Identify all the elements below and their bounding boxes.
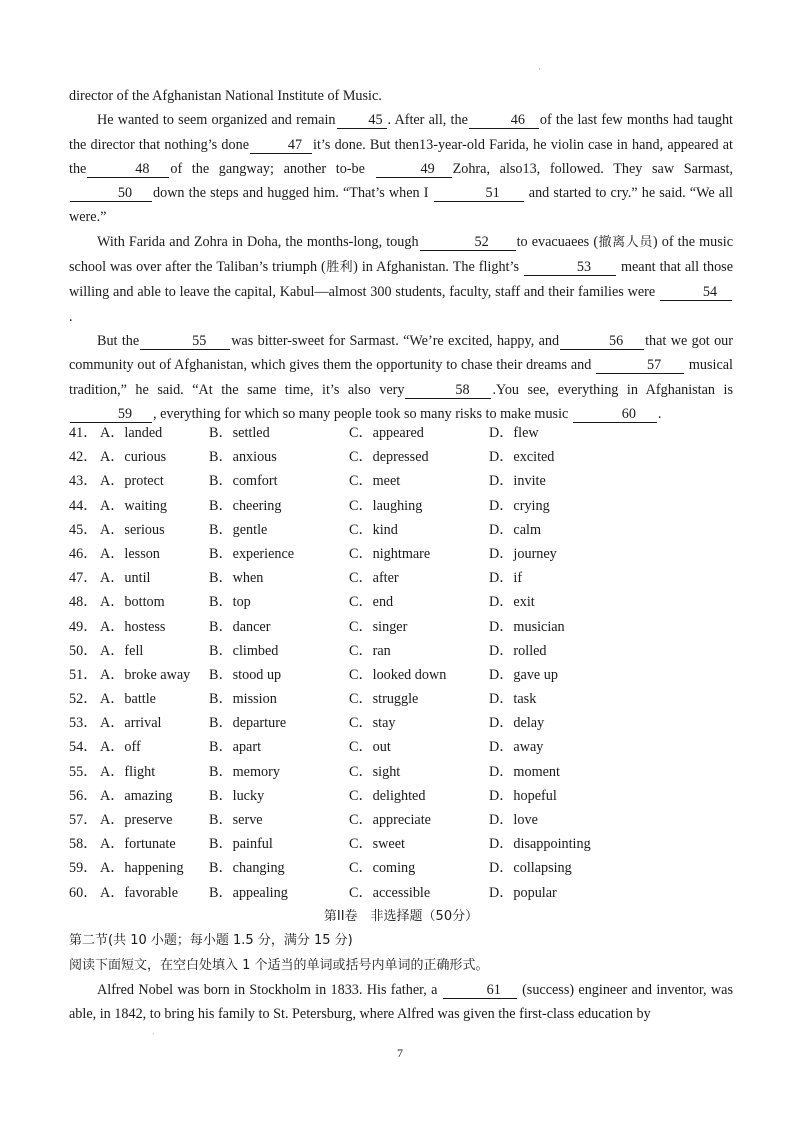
option-row <box>69 687 749 711</box>
blank-52: 52 <box>420 235 516 251</box>
option-row <box>69 881 749 905</box>
option-a: A．serious <box>100 521 165 538</box>
passage-line: director of the Afghanistan National Institute of Music. <box>69 88 382 104</box>
option-a: A．waiting <box>100 497 167 514</box>
question-number: 52． <box>69 691 98 708</box>
option-d: D．crying <box>489 497 550 514</box>
option-d: D．flew <box>489 425 539 441</box>
question-number: 45． <box>69 521 98 538</box>
option-c: C．nightmare <box>349 545 431 562</box>
option-c: C．laughing <box>349 497 423 514</box>
option-b: B．lucky <box>209 787 265 804</box>
grammar-passage: Alfred Nobel was born in Stockholm in 1833. His father, a 61 (success) engineer and inventor, was able, in 1842, to bring his family to St. Petersburg, where Alfred was given the first-class education by <box>69 981 733 1023</box>
option-b: B．apart <box>209 739 262 756</box>
option-row <box>69 735 749 759</box>
option-d: D．gave up <box>489 666 558 683</box>
option-b: B．stood up <box>209 666 282 683</box>
option-a: A．until <box>100 570 151 587</box>
option-d: D．popular <box>489 884 557 901</box>
question-number: 49． <box>69 618 98 635</box>
question-number: 53． <box>69 715 98 732</box>
blank-55: 55 <box>140 334 230 350</box>
option-c: C．singer <box>349 618 408 635</box>
option-b: B．serve <box>209 812 263 828</box>
blank-61: 61 <box>443 983 517 999</box>
section-two <box>69 905 733 1026</box>
option-c: C．delighted <box>349 787 426 804</box>
option-row <box>69 663 749 687</box>
option-row <box>69 615 749 639</box>
question-number: 51． <box>69 666 98 683</box>
option-d: D．collapsing <box>489 860 572 877</box>
option-row <box>69 639 749 663</box>
page-number: 7 <box>397 1046 403 1060</box>
question-number: 48． <box>69 594 98 611</box>
option-row <box>69 421 749 445</box>
option-a: A．broke away <box>100 666 191 683</box>
part-heading: 第II卷 非选择题（50分） <box>323 909 479 924</box>
option-c: C．appreciate <box>349 812 431 828</box>
option-a: A．battle <box>100 691 156 708</box>
answer-options <box>69 421 749 905</box>
option-a: A．happening <box>100 860 184 877</box>
option-a: A．preserve <box>100 812 173 828</box>
question-number: 59． <box>69 860 98 877</box>
option-c: C．appeared <box>349 425 424 441</box>
option-d: D．hopeful <box>489 787 557 804</box>
option-a: A．curious <box>100 449 167 466</box>
option-b: B．comfort <box>209 473 278 490</box>
question-number: 46． <box>69 545 98 562</box>
blank-46: 46 <box>469 113 539 129</box>
option-a: A．flight <box>100 763 156 780</box>
option-row <box>69 784 749 808</box>
option-a: A．arrival <box>100 715 162 732</box>
question-number: 56． <box>69 787 98 804</box>
option-a: A．lesson <box>100 545 160 562</box>
option-d: D．musician <box>489 618 565 635</box>
option-b: B．mission <box>209 691 277 708</box>
blank-49: 49 <box>376 162 452 178</box>
option-d: D．away <box>489 739 544 756</box>
option-b: B．experience <box>209 545 295 562</box>
cloze-passage <box>69 84 733 426</box>
blank-47: 47 <box>250 138 312 154</box>
option-b: B．painful <box>209 836 273 853</box>
blank-51: 51 <box>434 186 524 202</box>
question-number: 54． <box>69 739 98 756</box>
blank-60: 60 <box>573 407 657 423</box>
blank-57: 57 <box>596 358 684 374</box>
option-d: D．invite <box>489 473 546 490</box>
option-b: B．settled <box>209 425 270 441</box>
scan-dot: · <box>152 1030 155 1039</box>
blank-58: 58 <box>405 383 491 399</box>
option-a: A．off <box>100 739 141 756</box>
option-a: A．landed <box>100 425 163 441</box>
question-number: 50． <box>69 642 98 659</box>
option-c: C．meet <box>349 473 401 490</box>
option-d: D．rolled <box>489 642 547 659</box>
option-row <box>69 542 749 566</box>
option-c: C．sight <box>349 763 401 780</box>
section-subheading: 第二节(共 10 小题；每小题 1.5 分，满分 15 分) <box>69 933 353 949</box>
option-d: D．exit <box>489 594 535 611</box>
option-d: D．calm <box>489 521 542 538</box>
question-number: 42． <box>69 449 98 466</box>
passage-paragraph: But the 55 was bitter-sweet for Sarmast. “We’re excited, happy, and 56 that we got our community out of Afghanistan, which gives them the opportunity to chase their dreams and 57 musical tradition,” he said. “At the same time, it’s also very 58 .You see, everything in Afghanistan is59 , everything for which so many people took so many risks to make music 60 . <box>69 332 733 422</box>
option-d: D．disappointing <box>489 836 591 853</box>
option-a: A．amazing <box>100 787 173 804</box>
option-row <box>69 590 749 614</box>
option-row <box>69 494 749 518</box>
option-a: A．hostess <box>100 618 166 635</box>
option-d: D．love <box>489 812 538 828</box>
option-row <box>69 856 749 880</box>
option-b: B．dancer <box>209 618 271 635</box>
question-number: 60． <box>69 884 98 901</box>
option-c: C．stay <box>349 715 396 732</box>
passage-paragraph: He wanted to seem organized and remain 45 . After all, the 46 of the last few months had taught the director that nothing’s done 47 it’s done. But then13-year-old Farida, he violin case in hand, appeared at the 48 of the gangway; another to-be 49 Zohra, also13, followed. They saw Sarmast,50 down the steps and hugged him. “That’s when I 51 and started to cry.” he said. “We all were.” <box>69 112 733 226</box>
question-number: 43． <box>69 473 98 490</box>
option-c: C．accessible <box>349 884 431 901</box>
question-number: 41． <box>69 425 98 441</box>
option-row <box>69 760 749 784</box>
option-b: B．cheering <box>209 497 282 514</box>
blank-53: 53 <box>524 260 616 276</box>
option-b: B．gentle <box>209 521 268 538</box>
section-instruction: 阅读下面短文，在空白处填入 1 个适当的单词或括号内单词的正确形式。 <box>69 957 489 973</box>
option-d: D．task <box>489 691 537 708</box>
option-b: B．changing <box>209 860 285 877</box>
passage-paragraph: With Farida and Zohra in Doha, the months-long, tough 52 to evacuaees (撤离人员) of the music school was over after the Taliban’s triumph (胜利) in Afghanistan. The flight’s 53 meant that all those willing and able to leave the capital, Kabul—almost 300 students, faculty, staff and their families were 54 . <box>69 233 733 325</box>
blank-54: 54 <box>660 285 732 301</box>
option-d: D．delay <box>489 715 545 732</box>
blank-48: 48 <box>87 162 169 178</box>
option-row <box>69 469 749 493</box>
option-row <box>69 808 749 832</box>
option-c: C．after <box>349 570 399 587</box>
option-b: B．appealing <box>209 884 288 901</box>
option-b: B．departure <box>209 715 287 732</box>
option-c: C．out <box>349 739 391 756</box>
scan-dot: · <box>538 64 541 74</box>
option-d: D．excited <box>489 449 555 466</box>
option-c: C．ran <box>349 642 391 659</box>
option-b: B．memory <box>209 763 280 780</box>
option-a: A．bottom <box>100 594 165 611</box>
option-c: C．sweet <box>349 836 405 853</box>
question-number: 47． <box>69 570 98 587</box>
option-row <box>69 518 749 542</box>
option-d: D．journey <box>489 545 557 562</box>
option-b: B．anxious <box>209 449 277 466</box>
option-b: B．when <box>209 570 264 587</box>
question-number: 44． <box>69 497 98 514</box>
option-c: C．looked down <box>349 666 447 683</box>
question-number: 55． <box>69 763 98 780</box>
option-a: A．fortunate <box>100 836 176 853</box>
option-b: B．climbed <box>209 642 279 659</box>
option-d: D．if <box>489 570 523 587</box>
blank-50: 50 <box>70 186 152 202</box>
option-c: C．end <box>349 594 394 611</box>
question-number: 57． <box>69 812 98 828</box>
question-number: 58． <box>69 836 98 853</box>
option-a: A．protect <box>100 473 164 490</box>
option-c: C．coming <box>349 860 416 877</box>
option-row <box>69 711 749 735</box>
option-c: C．depressed <box>349 449 429 466</box>
option-c: C．struggle <box>349 691 419 708</box>
blank-56: 56 <box>560 334 644 350</box>
option-c: C．kind <box>349 521 398 538</box>
option-a: A．fell <box>100 642 144 659</box>
option-a: A．favorable <box>100 884 178 901</box>
option-row <box>69 566 749 590</box>
option-b: B．top <box>209 594 251 611</box>
option-row <box>69 445 749 469</box>
option-row <box>69 832 749 856</box>
option-d: D．moment <box>489 763 560 780</box>
blank-59: 59 <box>70 407 152 423</box>
blank-45: 45 <box>337 113 387 129</box>
